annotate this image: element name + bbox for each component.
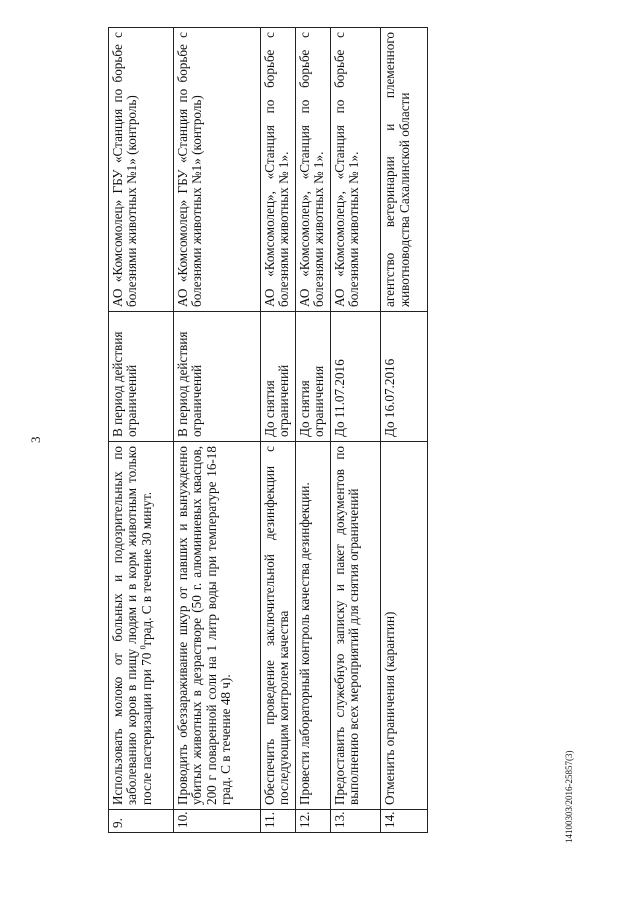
action-cell: Провести лабораторный контроль качества дезинфекции.	[295, 442, 330, 810]
responsible-cell: АО «Комсомолец», «Станция по борьбе с болезнями животных № 1».	[295, 28, 330, 312]
responsible-cell: АО «Комсомолец» ГБУ «Станция по борьбе с болезнями животных №1» (контроль)	[174, 28, 261, 312]
table-row	[174, 28, 261, 833]
page-number: 3	[28, 436, 43, 443]
term-cell: В период действия ограничений	[174, 312, 261, 442]
measures-table	[108, 27, 428, 833]
responsible-cell: АО «Комсомолец», «Станция по борьбе с болезнями животных № 1».	[260, 28, 295, 312]
degree-sup: 0	[138, 645, 148, 650]
action-cell: Проводить обеззараживание шкур от павших и вынужденно убитых животных в дезрастворе (50 г. алюминиевых квасцов, 200 г поваренной соли на 1 литр воды при температуре 16-18 град. С в течение 48 ч).	[174, 442, 261, 810]
row-number: 9.	[109, 810, 174, 833]
responsible-cell: АО «Комсомолец» ГБУ «Станция по борьбе с болезнями животных №1» (контроль)	[109, 28, 174, 312]
table-row	[260, 28, 295, 833]
term-cell: До снятия ограничения	[295, 312, 330, 442]
table-row	[295, 28, 330, 833]
term-cell: До 11.07.2016	[330, 312, 381, 442]
row-number: 10.	[174, 810, 261, 833]
row-number: 11.	[260, 810, 295, 833]
document-id: 1410030З/2016-25857(3)	[564, 750, 574, 843]
action-cell	[109, 442, 174, 810]
row-number: 13.	[330, 810, 381, 833]
term-cell: В период действия ограничений	[109, 312, 174, 442]
term-cell: До снятия ограничений	[260, 312, 295, 442]
action-text-cont: град. С в течение 30 минут.	[138, 491, 154, 646]
action-text: Использовать молоко от больных и подозрительных по заболеванию коров в пищу людям и в корм животным только после пастеризации при 70	[110, 446, 154, 805]
table-row	[109, 28, 174, 833]
responsible-cell: АО «Комсомолец», «Станция по борьбе с болезнями животных № 1».	[330, 28, 381, 312]
table-row	[330, 28, 381, 833]
action-cell: Отменить ограничения (карантин)	[381, 442, 428, 810]
table-row	[381, 28, 428, 833]
term-cell: До 16.07.2016	[381, 312, 428, 442]
measures-table-wrapper	[108, 28, 428, 833]
responsible-cell: агентство ветеринарии и племенного животноводства Сахалинской области	[381, 28, 428, 312]
row-number: 14.	[381, 810, 428, 833]
row-number: 12.	[295, 810, 330, 833]
action-cell: Обеспечить проведение заключительной дезинфекции с последующим контролем качества	[260, 442, 295, 810]
action-cell: Предоставить служебную записку и пакет документов по выполнению всех мероприятий для снятия ограничений	[330, 442, 381, 810]
